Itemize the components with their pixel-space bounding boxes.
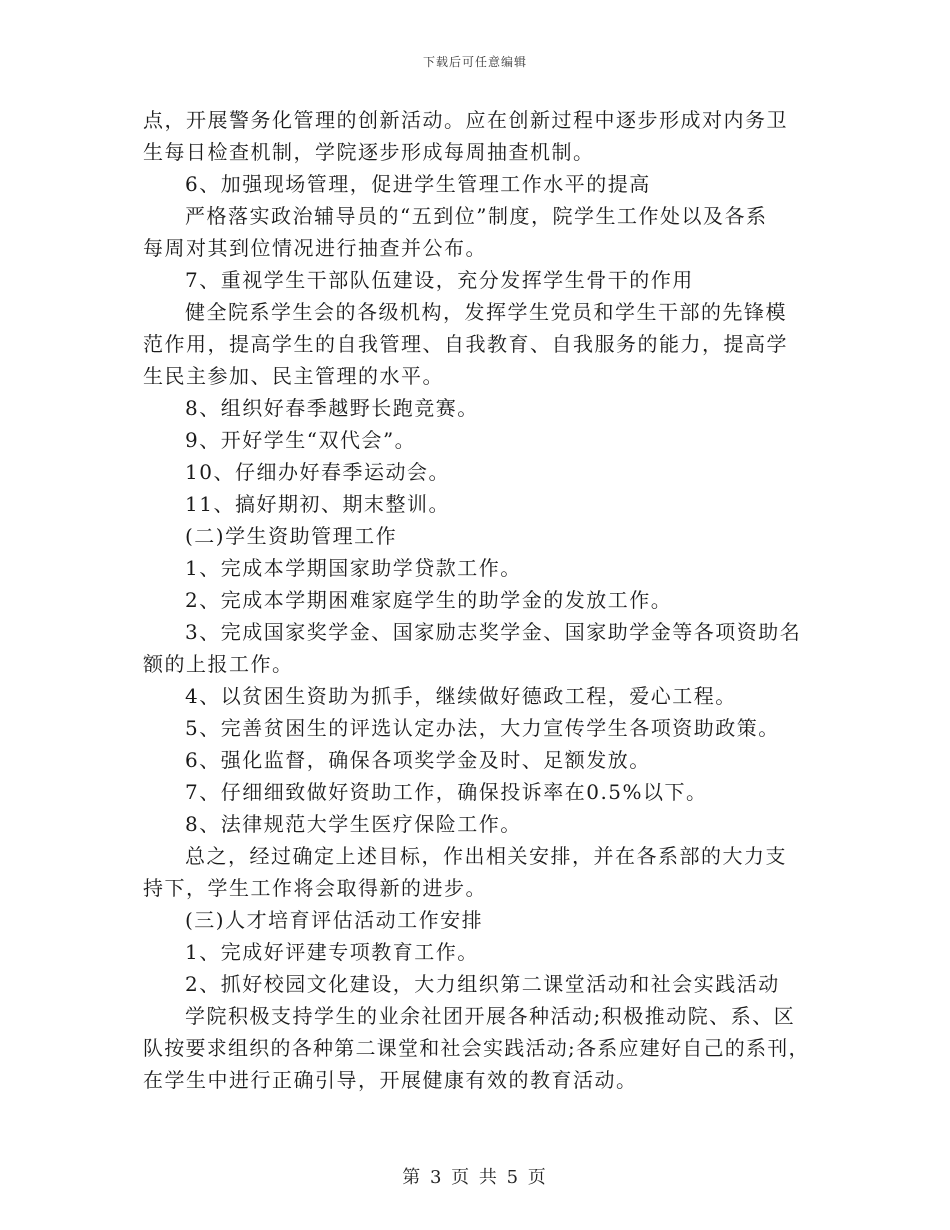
text-line: 每周对其到位情况进行抽查并公布。	[143, 236, 487, 260]
text-line: 3、完成国家奖学金、国家励志奖学金、国家助学金等各项资助名	[185, 620, 802, 644]
text-line: 6、加强现场管理，促进学生管理工作水平的提高	[185, 172, 651, 196]
text-line: 8、法律规范大学生医疗保险工作。	[185, 812, 522, 836]
text-line: 持下，学生工作将会取得新的进步。	[143, 876, 487, 900]
text-line: 9、开好学生“双代会”。	[185, 428, 417, 452]
text-line: 额的上报工作。	[143, 652, 294, 676]
text-line: 点，开展警务化管理的创新活动。应在创新过程中逐步形成对内务卫	[143, 108, 788, 132]
header-note: 下载后可任意编辑	[422, 55, 527, 69]
text-line: 生每日检查机制，学院逐步形成每周抽查机制。	[143, 140, 595, 164]
text-line: 7、仔细细致做好资助工作，确保投诉率在0.5%以下。	[185, 780, 708, 804]
text-line: 学院积极支持学生的业余社团开展各种活动;积极推动院、系、区	[185, 1004, 796, 1028]
text-line: 严格落实政治辅导员的“五到位”制度，院学生工作处以及各系	[185, 204, 768, 228]
text-line: 6、强化监督，确保各项奖学金及时、足额发放。	[185, 748, 651, 772]
text-line: 1、完成本学期国家助学贷款工作。	[185, 556, 522, 580]
text-line: 1、完成好评建专项教育工作。	[185, 940, 479, 964]
text-line: 队按要求组织的各种第二课堂和社会实践活动;各系应建好自己的系刊，	[143, 1036, 810, 1060]
page-number-footer: 第 3 页 共 5 页	[402, 1167, 548, 1188]
text-line: 7、重视学生干部队伍建设，充分发挥学生骨干的作用	[185, 268, 694, 292]
document-body	[143, 104, 813, 1096]
text-line: 健全院系学生会的各级机构，发挥学生党员和学生干部的先锋模	[185, 300, 787, 324]
text-line: 在学生中进行正确引导，开展健康有效的教育活动。	[143, 1068, 638, 1092]
text-line: 8、组织好春季越野长跑竞赛。	[185, 396, 479, 420]
text-line: (二)学生资助管理工作	[185, 524, 398, 548]
text-line: 2、完成本学期困难家庭学生的助学金的发放工作。	[185, 588, 673, 612]
text-line: (三)人才培育评估活动工作安排	[185, 908, 484, 932]
text-line: 4、以贫困生资助为抓手，继续做好德政工程，爱心工程。	[185, 684, 737, 708]
text-line: 5、完善贫困生的评选认定办法，大力宣传学生各项资助政策。	[185, 716, 780, 740]
text-line: 范作用，提高学生的自我管理、自我教育、自我服务的能力，提高学	[143, 332, 788, 356]
text-line: 11、搞好期初、期末整训。	[185, 492, 450, 516]
text-line: 2、抓好校园文化建设，大力组织第二课堂活动和社会实践活动	[185, 972, 780, 996]
text-line: 总之，经过确定上述目标，作出相关安排，并在各系部的大力支	[185, 844, 787, 868]
text-line: 生民主参加、民主管理的水平。	[143, 364, 444, 388]
text-line: 10、仔细办好春季运动会。	[185, 460, 450, 484]
